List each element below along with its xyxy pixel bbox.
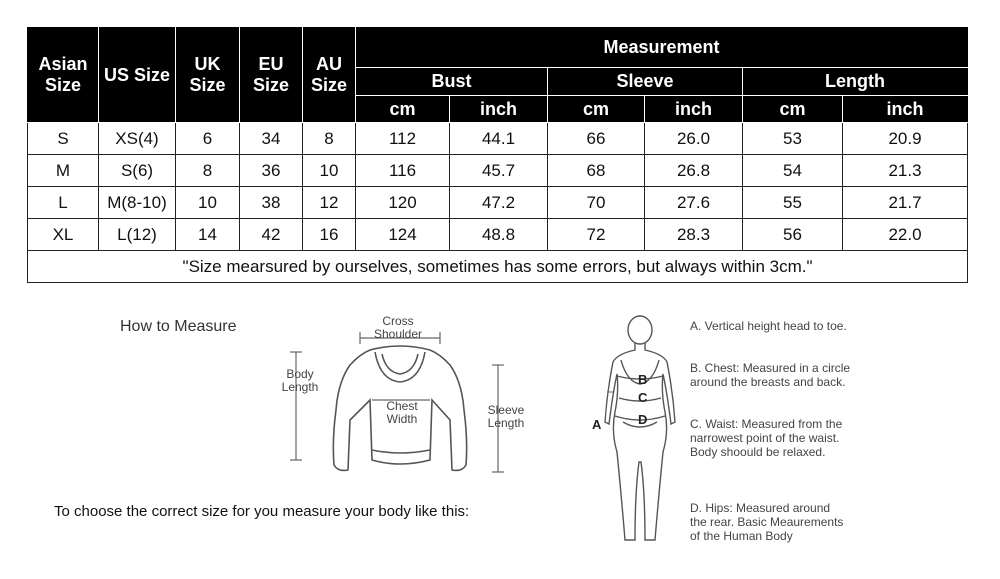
cell-bust-inch: 47.2 [450, 187, 548, 219]
legend-item-a: A. Vertical height head to toe. [690, 319, 847, 333]
header-unit-inch: inch [843, 96, 968, 123]
chest-width-label: Chest Width [386, 399, 418, 426]
cell-sleeve-cm: 70 [548, 187, 645, 219]
body-letter-b: B [638, 372, 648, 387]
table-row [28, 219, 968, 251]
cell-eu-size: 36 [240, 155, 303, 187]
header-au-size: AU Size [303, 28, 356, 123]
header-unit-cm: cm [743, 96, 843, 123]
cell-au-size: 10 [303, 155, 356, 187]
cell-asian-size: XL [28, 219, 99, 251]
cell-uk-size: 10 [176, 187, 240, 219]
cell-au-size: 12 [303, 187, 356, 219]
cell-us-size: M(8-10) [99, 187, 176, 219]
table-row [28, 155, 968, 187]
header-asian-size: Asian Size [28, 28, 99, 123]
cross-shoulder-label: Cross Shoulder [373, 314, 423, 341]
cell-eu-size: 38 [240, 187, 303, 219]
cell-us-size: L(12) [99, 219, 176, 251]
cell-length-cm: 55 [743, 187, 843, 219]
how-to-measure-title: How to Measure [120, 318, 237, 335]
header-us-size: US Size [99, 28, 176, 123]
header-eu-size: EU Size [240, 28, 303, 123]
legend-item-d: D. Hips: Measured around the rear. Basic Meaurements of the Human Body [690, 501, 844, 543]
sleeve-length-label: Sleeve Length [487, 403, 525, 430]
body-figure-illustration [595, 312, 685, 552]
cell-bust-cm: 112 [356, 123, 450, 155]
body-letter-d: D [638, 412, 648, 427]
header-length: Length [743, 68, 968, 96]
cell-asian-size: L [28, 187, 99, 219]
cell-bust-cm: 120 [356, 187, 450, 219]
cell-length-inch: 22.0 [843, 219, 968, 251]
cell-sleeve-cm: 72 [548, 219, 645, 251]
table-row [28, 123, 968, 155]
cell-bust-inch: 48.8 [450, 219, 548, 251]
header-unit-cm: cm [548, 96, 645, 123]
measurement-note: "Size mearsured by ourselves, sometimes has some errors, but always within 3cm." [28, 251, 968, 283]
cell-au-size: 16 [303, 219, 356, 251]
cell-sleeve-inch: 26.0 [645, 123, 743, 155]
legend-item-b: B. Chest: Measured in a circle around the breasts and back. [690, 361, 851, 389]
header-unit-inch: inch [450, 96, 548, 123]
cell-sleeve-inch: 28.3 [645, 219, 743, 251]
cell-sleeve-inch: 27.6 [645, 187, 743, 219]
body-length-label: Body Length [281, 367, 319, 394]
choose-size-instruction: To choose the correct size for you measure your body like this: [54, 503, 470, 520]
cell-sleeve-cm: 68 [548, 155, 645, 187]
cell-us-size: XS(4) [99, 123, 176, 155]
cell-bust-cm: 124 [356, 219, 450, 251]
cell-uk-size: 8 [176, 155, 240, 187]
cell-length-inch: 21.7 [843, 187, 968, 219]
cell-asian-size: M [28, 155, 99, 187]
cell-sleeve-cm: 66 [548, 123, 645, 155]
cell-length-cm: 53 [743, 123, 843, 155]
table-row [28, 187, 968, 219]
cell-length-cm: 54 [743, 155, 843, 187]
cell-uk-size: 6 [176, 123, 240, 155]
cell-sleeve-inch: 26.8 [645, 155, 743, 187]
cell-uk-size: 14 [176, 219, 240, 251]
header-sleeve: Sleeve [548, 68, 743, 96]
header-unit-inch: inch [645, 96, 743, 123]
cell-bust-inch: 44.1 [450, 123, 548, 155]
header-measurement: Measurement [356, 28, 968, 68]
legend-item-c: C. Waist: Measured from the narrowest point of the waist. Body shoould be relaxed. [690, 417, 843, 459]
cell-length-inch: 21.3 [843, 155, 968, 187]
header-bust: Bust [356, 68, 548, 96]
cell-length-inch: 20.9 [843, 123, 968, 155]
size-chart-table [27, 27, 968, 283]
cell-eu-size: 42 [240, 219, 303, 251]
body-letter-c: C [638, 390, 648, 405]
header-uk-size: UK Size [176, 28, 240, 123]
cell-length-cm: 56 [743, 219, 843, 251]
cell-asian-size: S [28, 123, 99, 155]
body-letter-a: A [592, 417, 602, 432]
cell-bust-cm: 116 [356, 155, 450, 187]
header-unit-cm: cm [356, 96, 450, 123]
cell-bust-inch: 45.7 [450, 155, 548, 187]
cell-us-size: S(6) [99, 155, 176, 187]
cell-au-size: 8 [303, 123, 356, 155]
cell-eu-size: 34 [240, 123, 303, 155]
